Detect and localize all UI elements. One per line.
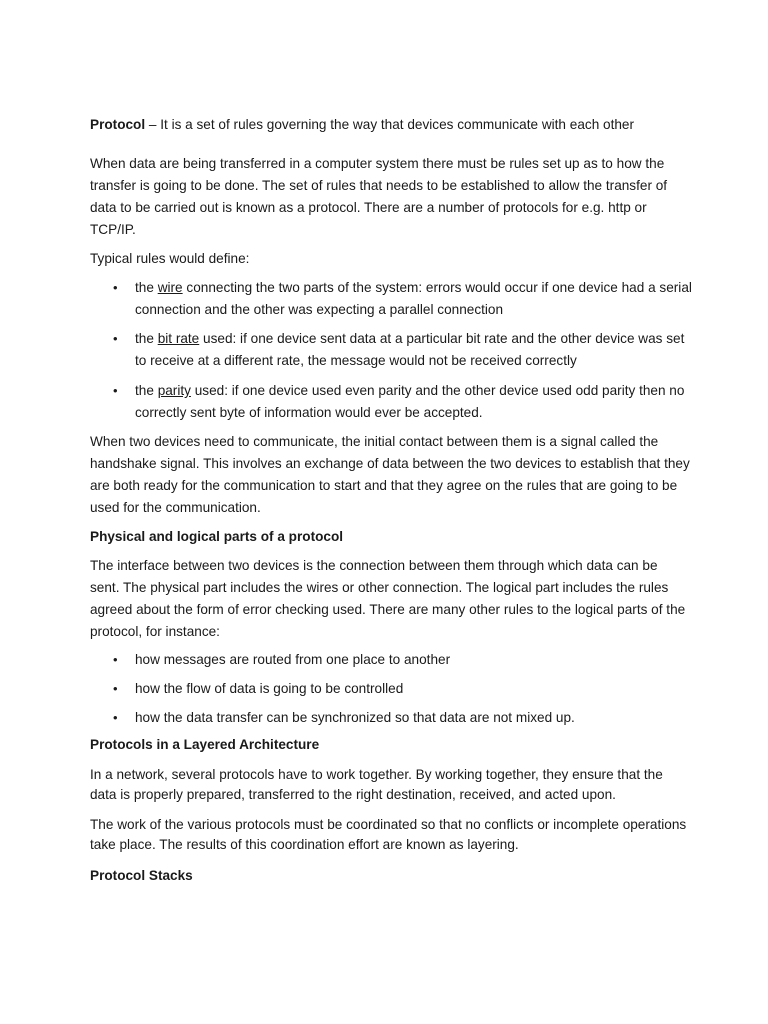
bullet-icon: • xyxy=(113,681,118,696)
term-wire: wire xyxy=(157,280,183,295)
term-bit-rate: bit rate xyxy=(157,331,200,346)
list-item-parity: • the parity used: if one device used even parity and the other device used odd parity then no correctly sent byte of information would ever be accepted. xyxy=(135,380,695,424)
rules-intro: Typical rules would define: xyxy=(90,251,250,266)
paragraph-interface: The interface between two devices is the connection between them through which data can be sent. The physical part includes the wires or other connection. The logical part includes the rules agreed about the form of error checking used. There are many other rules to the logical parts of the protocol, for instance: xyxy=(90,558,686,639)
protocol-definition xyxy=(90,114,690,136)
paragraph-data-transfer: When data are being transferred in a computer system there must be rules set up as to how the transfer is going to be done. The set of rules that needs to be established to allow the transfer of data to be carried out is known as a protocol. There are a number of protocols for e.g. http or TCP/IP. xyxy=(90,156,668,237)
paragraph-coordination: The work of the various protocols must be coordinated so that no conflicts or incomplete operations take place. The results of this coordination effort are known as layering. xyxy=(90,817,687,852)
protocol-term: Protocol xyxy=(90,117,146,132)
bullet-icon: • xyxy=(113,652,118,667)
list-item-wire: • the wire connecting the two parts of the system: errors would occur if one device had a serial connection and the other was expecting a parallel connection xyxy=(135,277,695,321)
list-item-routing: • how messages are routed from one place to another xyxy=(135,649,695,671)
heading-protocol-stacks: Protocol Stacks xyxy=(90,868,193,883)
list-item-flow: • how the flow of data is going to be controlled xyxy=(135,678,695,700)
heading-layered-architecture: Protocols in a Layered Architecture xyxy=(90,737,320,752)
protocol-definition-text: – It is a set of rules governing the way that devices communicate with each other xyxy=(145,117,635,132)
paragraph-handshake: When two devices need to communicate, the initial contact between them is a signal called the handshake signal. This involves an exchange of data between the two devices to establish that they are both ready for the communication to start and that they agree on the rules that are going to be used for the communication. xyxy=(90,434,690,515)
bullet-icon: • xyxy=(113,280,118,295)
list-item-sync: • how the data transfer can be synchronized so that data are not mixed up. xyxy=(135,707,695,729)
bullet-icon: • xyxy=(113,331,118,346)
heading-physical-logical: Physical and logical parts of a protocol xyxy=(90,529,344,544)
list-item-bit-rate: • the bit rate used: if one device sent data at a particular bit rate and the other device was set to receive at a different rate, the message would not be received correctly xyxy=(135,328,695,372)
bullet-icon: • xyxy=(113,710,118,725)
paragraph-network: In a network, several protocols have to work together. By working together, they ensure that the data is properly prepared, transferred to the right destination, received, and acted upon. xyxy=(90,767,663,802)
bullet-icon: • xyxy=(113,383,118,398)
term-parity: parity xyxy=(157,383,191,398)
